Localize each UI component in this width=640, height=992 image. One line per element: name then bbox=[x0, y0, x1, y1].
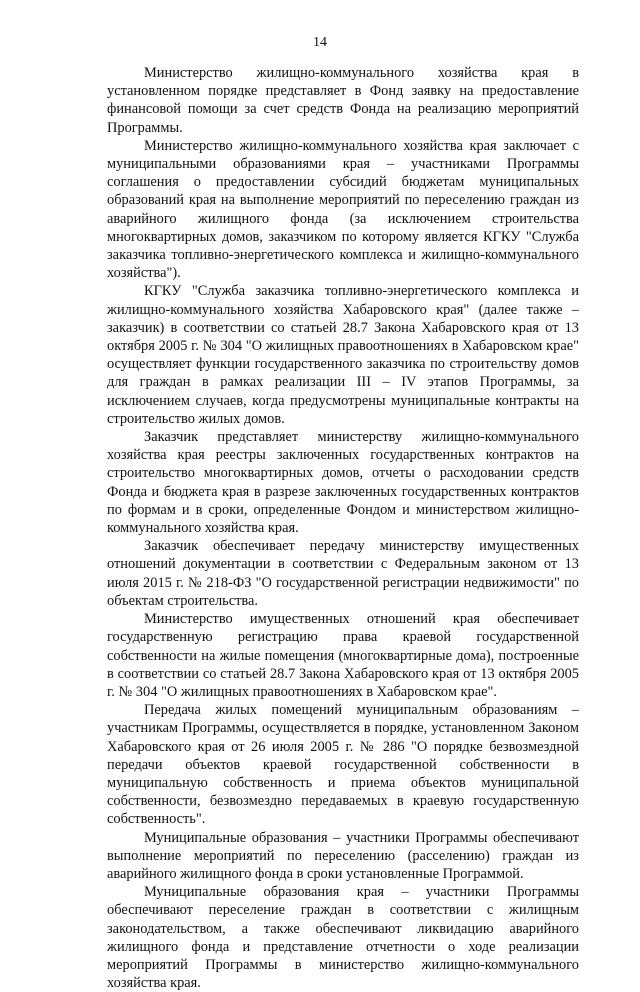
paragraph-resettlement-reporting: Муниципальные образования края – участники Программы обеспечивают переселение граждан в соответствии с жилищным законодательством, а также обеспечивают ликвидацию аварийного жилищного фонда и представление отчетности о ходе реализации мероприятий Программы в министерство жилищно-коммунального хозяйства края. bbox=[107, 884, 579, 992]
paragraph-housing-transfer: Передача жилых помещений муниципальным образованиям – участникам Программы, осуществляется в порядке, установленном Законом Хабаровского края от 26 июля 2005 г. № 286 "О порядке безвозмездной передачи объектов краевой государственной собственности в муниципальную собственность и приема объектов муниципальной собственности, безвозмездно передаваемых в краевую государственную собственность". bbox=[107, 702, 579, 828]
paragraph-property-registration: Министерство имущественных отношений края обеспечивает государственную регистрацию права краевой государственной собственности на жилые помещения (многоквартирные дома), построенные в соответствии со статьей 28.7 Закона Хабаровского края от 13 октября 2005 г. № 304 "О жилищных правоотношениях в Хабаровском крае". bbox=[107, 611, 579, 700]
paragraph-resettlement-measures: Муниципальные образования – участники Программы обеспечивают выполнение мероприятий по переселению (расселению) граждан из аварийного жилищного фонда в сроки установленные Программой. bbox=[107, 829, 579, 882]
document-body bbox=[107, 64, 579, 992]
paragraph-customer-reports: Заказчик представляет министерству жилищно-коммунального хозяйства края реестры заключенных государственных контрактов на строительство многоквартирных домов, отчеты о расходовании средств Фонда и бюджета края в разрезе заключенных государственных контрактов по формам и в сроки, определенные Фондом и министерством жилищно-коммунального хозяйства края. bbox=[107, 429, 579, 537]
paragraph-state-customer-functions: КГКУ "Служба заказчика топливно-энергетического комплекса и жилищно-коммунального хозяйства Хабаровского края" (далее также – заказчик) в соответствии со статьей 28.7 Закона Хабаровского края от 13 октября 2005 г. № 304 "О жилищных правоотношениях в Хабаровском крае" осуществляет функции государственного заказчика по строительству домов для граждан в рамках реализации III – IV этапов Программы, за исключением случаев, когда предусмотрены муниципальные контракты на строительство жилых домов. bbox=[107, 283, 579, 427]
paragraph-documentation-transfer: Заказчик обеспечивает передачу министерству имущественных отношений документации в соответствии с Федеральным законом от 13 июля 2015 г. № 218-ФЗ "О государственной регистрации недвижимости" по объектам строительства. bbox=[107, 538, 579, 609]
paragraph-fund-application: Министерство жилищно-коммунального хозяйства края в установленном порядке представляет в Фонд заявку на предоставление финансовой помощи за счет средств Фонда на реализацию мероприятий Программы. bbox=[107, 65, 579, 136]
paragraph-subsidy-agreements: Министерство жилищно-коммунального хозяйства края заключает с муниципальными образованиями края – участниками Программы соглашения о предоставлении субсидий бюджетам муниципальных образований края на выполнение мероприятий по переселению граждан из аварийного жилищного фонда (за исключением строительства многоквартирных домов, заказчиком по которому является КГКУ "Служба заказчика топливно-энергетического комплекса и жилищно-коммунального хозяйства"). bbox=[107, 137, 579, 282]
page-number: 14 bbox=[313, 35, 327, 50]
